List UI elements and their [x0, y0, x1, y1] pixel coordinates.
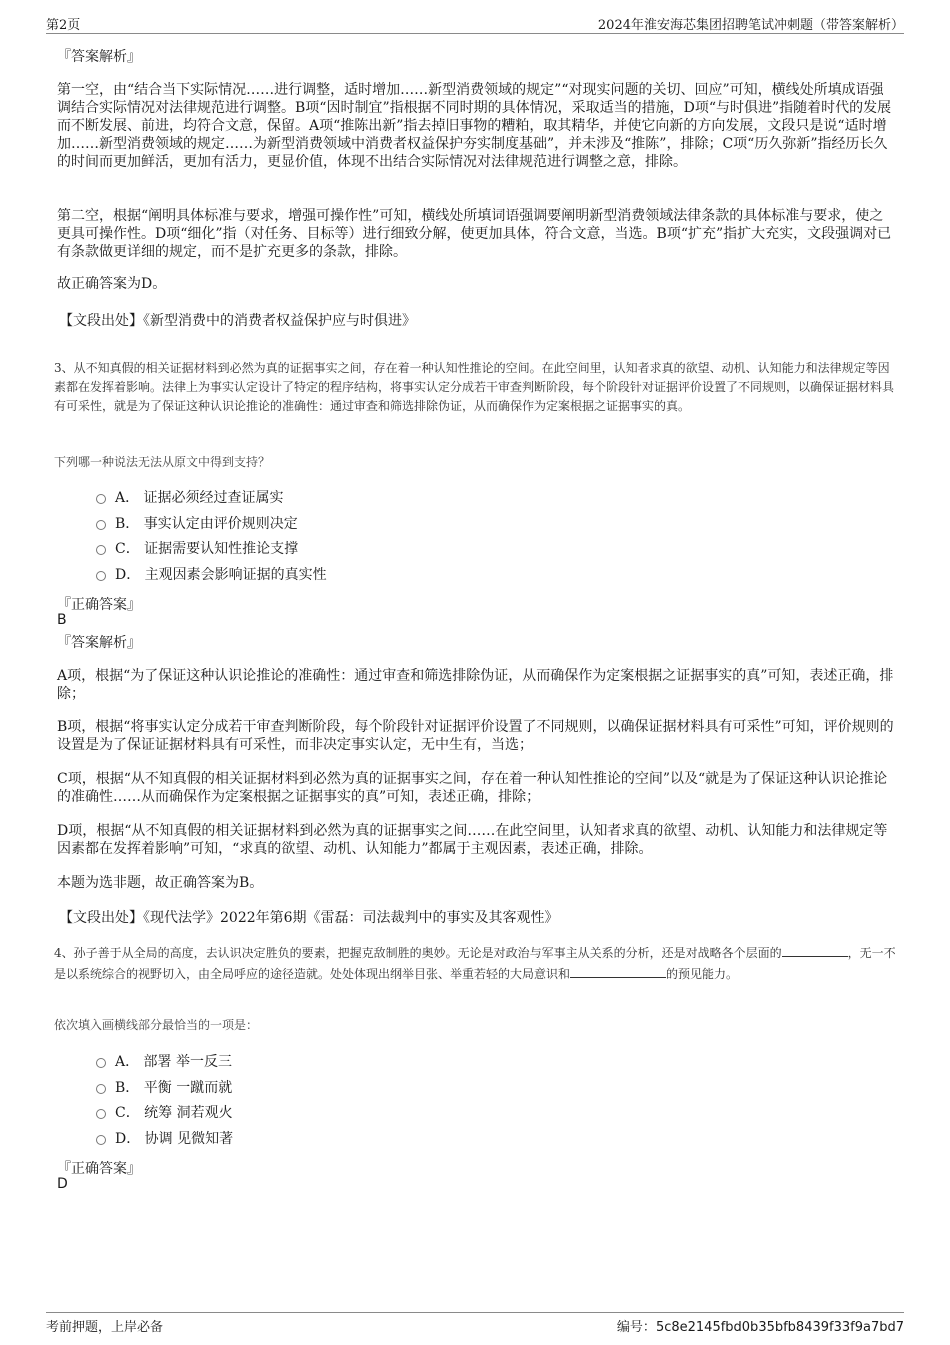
q3-analysis-label: 『答案解析』 — [57, 635, 141, 651]
q3-analysis-b: B项，根据“将事实认定分成若干审查判断阶段，每个阶段针对证据评价设置了不同规则，以确保证据材料具有可采性”可知，评价规则的设置是为了保证证据材料具有可采性，而非决定事实认定，无中生有，当选； — [57, 719, 894, 753]
q2-conclusion: 故正确答案为D。 — [57, 276, 167, 292]
q4-ask: 依次填入画横线部分最恰当的一项是： — [54, 1018, 259, 1032]
q3-option-d[interactable] — [96, 564, 327, 584]
footer-serial-label: 编号： — [616, 1320, 656, 1335]
q3-analysis-d: D项，根据“从不知真假的相关证据材料到必然为真的证据事实之间……在此空间里，认知者求真的欲望、动机、认知能力和法律规定等因素都在发挥着影响”可知，“求真的欲望、动机、认知能力”都属于主观因素，表述正确，排除。 — [57, 823, 888, 857]
q4-option-b-label: B． 平衡 一蹴而就 — [115, 1080, 233, 1096]
q4-option-a-label: A． 部署 举一反三 — [115, 1054, 233, 1070]
q2-analysis-para2: 第二空，根据“阐明具体标准与要求，增强可操作性”可知，横线处所填词语强调要阐明新型消费领域法律条款的具体标准与要求，使之更具可操作性。D项“细化”指（对任务、目标等）进行细致分解，使更加具体，符合文意，当选。B项“扩充”指扩大充实，文段强调对已有条款做更详细的规定，而不是扩充更多的条款，排除。 — [57, 208, 892, 260]
document-title: 2024年淮安海芯集团招聘笔试冲刺题（带答案解析） — [597, 18, 904, 33]
q3-option-c-label: C． 证据需要认知性推论支撑 — [115, 541, 299, 557]
q4-option-d[interactable] — [96, 1128, 233, 1148]
footer-serial-value: 5c8e2145fbd0b35bfb8439f33f9a7bd7 — [655, 1320, 904, 1335]
q4-stem-part3: 的预见能力。 — [666, 967, 739, 981]
q3-source: 【文段出处】《现代法学》2022年第6期《雷磊：司法裁判中的事实及其客观性》 — [59, 910, 559, 926]
q3-analysis-a: A项，根据“为了保证这种认识论推论的准确性：通过审查和筛选排除伪证，从而确保作为定案根据之证据事实的真”可知，表述正确，排除； — [57, 668, 894, 702]
q4-option-d-label: D． 协调 见微知著 — [115, 1131, 234, 1147]
q4-blank-2 — [570, 963, 666, 978]
q3-option-d-label: D． 主观因素会影响证据的真实性 — [115, 567, 327, 583]
radio-icon[interactable] — [96, 1135, 106, 1145]
q4-blank-1 — [782, 942, 848, 957]
q4-option-c[interactable] — [96, 1102, 233, 1122]
radio-icon[interactable] — [96, 1084, 106, 1094]
q3-answer: B — [57, 612, 67, 628]
q4-option-a[interactable] — [96, 1051, 232, 1071]
q4-option-c-label: C． 统筹 洞若观火 — [115, 1105, 233, 1121]
page-number: 第2页 — [46, 18, 81, 33]
q3-option-a-label: A． 证据必须经过查证属实 — [115, 490, 284, 506]
q2-analysis-para1: 第一空，由“结合当下实际情况……进行调整，适时增加……新型消费领域的规定”“对现实问题的关切、回应”可知，横线处所填成语强调结合实际情况对法律规范进行调整。B项“因时制宜”指根据不同时期的具体情况，采取适当的措施，D项“与时俱进”指随着时代的发展而不断发展、前进，均符合文意，保留。A项“推陈出新”指去掉旧事物的糟粕，取其精华，并使它向新的方向发展，文段只是说“适时增加……新型消费领域的规定……为新型消费领域中消费者权益保护夯实制度基础”，并未涉及“推陈”，排除；C项“历久弥新”指经历长久的时间而更加鲜活，更加有活力，更显价值，体现不出结合实际情况对法律规范进行调整之意，排除。 — [57, 82, 892, 170]
q4-option-b[interactable] — [96, 1077, 232, 1097]
q4-stem-part1: 4、孙子善于从全局的高度，去认识决定胜负的要素，把握克敌制胜的奥妙。无论是对政治与军事主从关系的分析，还是对战略各个层面的 — [54, 946, 782, 960]
page-footer — [46, 1312, 904, 1333]
q3-option-a[interactable] — [96, 487, 284, 507]
footer-serial — [617, 1316, 904, 1335]
q4-answer: D — [57, 1176, 68, 1192]
radio-icon[interactable] — [96, 1058, 106, 1068]
radio-icon[interactable] — [96, 571, 106, 581]
q3-analysis-c: C项，根据“从不知真假的相关证据材料到必然为真的证据事实之间，存在着一种认知性推论的空间”以及“就是为了保证这种认识论推论的准确性……从而确保作为定案根据之证据事实的真”可知，表述正确，排除； — [57, 771, 888, 805]
page-header — [46, 14, 904, 34]
q4-stem — [54, 942, 898, 984]
radio-icon[interactable] — [96, 494, 106, 504]
q4-correct-label: 『正确答案』 — [57, 1161, 141, 1177]
footer-slogan: 考前押题，上岸必备 — [46, 1320, 164, 1335]
q3-ask: 下列哪一种说法无法从原文中得到支持？ — [54, 455, 271, 469]
q3-conclusion: 本题为选非题，故正确答案为B。 — [57, 875, 264, 891]
q3-option-b[interactable] — [96, 513, 298, 533]
q3-option-c[interactable] — [96, 538, 298, 558]
q3-correct-label: 『正确答案』 — [57, 597, 141, 613]
radio-icon[interactable] — [96, 520, 106, 530]
q4-stem-part2: ，无一不是以系统综合的视野切入，由全局呼应的途径造就。处处体现出纲举目张、举重若轻的大局意识和 — [54, 946, 896, 981]
q3-stem: 3、从不知真假的相关证据材料到必然为真的证据事实之间，存在着一种认知性推论的空间。在此空间里，认知者求真的欲望、动机、认知能力和法律规定等因素都在发挥着影响。法律上为事实认定设计了特定的程序结构，将事实认定分成若干审查判断阶段，每个阶段针对证据评价设置了不同规则，以确保证据材料具有可采性，就是为了保证这种认识论推论的准确性：通过审查和筛选排除伪证，从而确保作为定案根据之证据事实的真。 — [54, 361, 895, 413]
radio-icon[interactable] — [96, 545, 106, 555]
radio-icon[interactable] — [96, 1109, 106, 1119]
q2-analysis-label: 『答案解析』 — [57, 49, 141, 65]
q3-option-b-label: B． 事实认定由评价规则决定 — [115, 516, 298, 532]
q2-source: 【文段出处】《新型消费中的消费者权益保护应与时俱进》 — [59, 313, 416, 329]
